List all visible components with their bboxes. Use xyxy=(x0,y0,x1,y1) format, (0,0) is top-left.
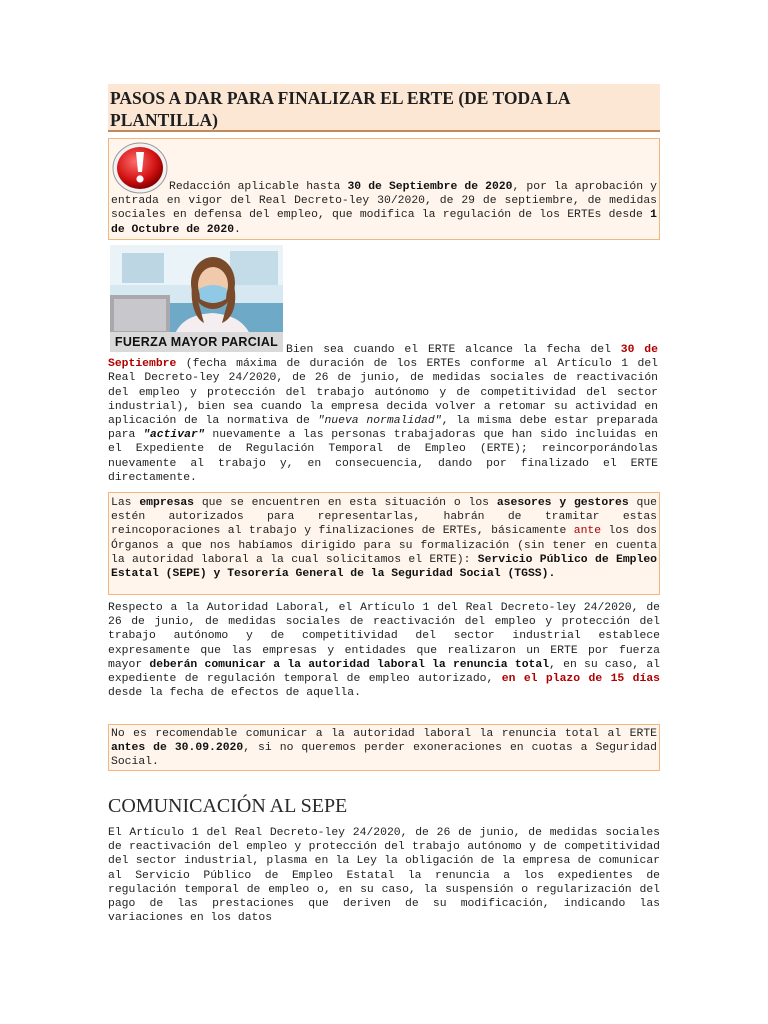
alert-text: Redacción aplicable hasta 30 de Septiembre de 2020, por la aprobación y entrada en vigor del Real Decreto-ley 30/2020, de 29 de septiembre, de medidas sociales en defensa del empleo, que modifica la regulación de los ERTEs desde 1 de Octubre de 2020. xyxy=(111,181,657,236)
section-heading-sepe: COMUNICACIÓN AL SEPE xyxy=(108,795,348,817)
page-title: PASOS A DAR PARA FINALIZAR EL ERTE (DE TODA LA PLANTILLA) xyxy=(110,88,570,130)
paragraph-3: El Artículo 1 del Real Decreto-ley 24/2020, de 26 de junio, de medidas sociales de reactivación del empleo y protección del trabajo autónomo y de competitividad del sector industrial, plasma en la Ley la obligación de la empresa de comunicar al Servicio Público de Empleo Estatal la renuncia a los expedientes de regulación temporal de empleo o, en su caso, la suspensión o regularización del pago de las prestaciones que deriven de su modificación, indicando las variaciones en los datos xyxy=(108,827,660,925)
paragraph-1: Bien sea cuando el ERTE alcance la fecha del 30 de Septiembre (fecha máxima de duración de los ERTEs conforme al Artículo 1 del Real Decreto-ley 24/2020, de 26 de junio, de medidas sociales de reactivación del empleo y protección del trabajo autónomo y de competitividad del sector industrial), bien sea cuando la empresa decida volver a retomar su actividad en aplicación de la normativa de "nueva normalidad", la misma debe estar preparada para "activar" nuevamente a las personas trabajadoras que han sido incluidas en el Expediente de Regulación Temporal de Empleo (ERTE); reincorporándolas nuevamente al trabajo y, en consecuencia, dando por finalizado el ERTE directamente. xyxy=(108,344,658,484)
title-banner xyxy=(108,84,660,132)
photo-caption: FUERZA MAYOR PARCIAL xyxy=(110,332,283,352)
warning-box: No es recomendable comunicar a la autoridad laboral la renuncia total al ERTE antes de 30.09.2020, si no queremos perder exoneraciones en cuotas a Seguridad Social. xyxy=(108,724,660,771)
info-box-organos: Las empresas que se encuentren en esta situación o los asesores y gestores que estén autorizados para representarlas, habrán de tramitar estas reincoporaciones al trabajo y finalizaciones de ERTEs, básicamente ante los dos Órganos a que nos habíamos dirigido para su formalización (sin tener en cuenta la autoridad laboral a la cual solicitamos el ERTE): Servicio Público de Empleo Estatal (SEPE) y Tesorería General de la Seguridad Social (TGSS). xyxy=(108,492,660,595)
paragraph-2: Respecto a la Autoridad Laboral, el Artículo 1 del Real Decreto-ley 24/2020, de 26 de junio, de medidas sociales de reactivación del empleo y protección del trabajo autónomo y de competitividad del sector industrial establece expresamente que las empresas y entidades que realizaron un ERTE por fuerza mayor deberán comunicar a la autoridad laboral la renuncia total, en su caso, al expediente de regulación temporal de empleo autorizado, en el plazo de 15 días desde la fecha de efectos de aquella. xyxy=(108,602,660,700)
alert-box xyxy=(108,138,660,240)
exclamation-alert-icon xyxy=(111,141,169,195)
fuerza-mayor-photo xyxy=(110,245,283,352)
